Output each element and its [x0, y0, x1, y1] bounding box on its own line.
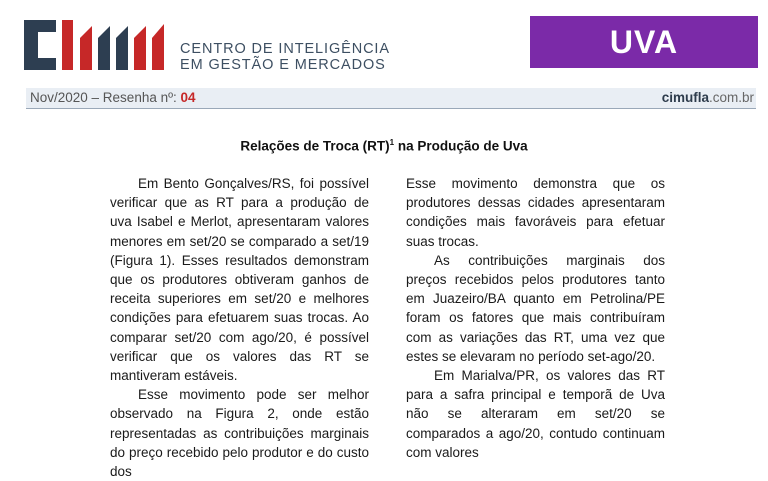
logo-m-stroke-5	[152, 24, 164, 70]
article-title	[0, 138, 768, 154]
logo-c-shape	[24, 20, 56, 70]
org-line-1: CENTRO DE INTELIGÊNCIA	[180, 41, 390, 57]
org-line-2: EM GESTÃO E MERCADOS	[180, 57, 386, 73]
logo-m-stroke-3	[116, 26, 128, 70]
logo-m-stroke-1	[80, 26, 92, 70]
title-suffix: na Produção de Uva	[394, 138, 528, 154]
title-main: Relações de Troca (RT)	[240, 138, 390, 154]
product-badge: UVA	[530, 16, 758, 68]
site-link[interactable]	[662, 90, 754, 105]
text-column-right	[406, 174, 665, 462]
paragraph: Em Marialva/PR, os valores das RT para a safra principal e temporã de Uva não se alteraram em set/20 se comparados a ago/20, contudo continuam com valores	[406, 368, 665, 460]
paragraph: Esse movimento demonstra que os produtores dessas cidades apresentaram condições mais favoráveis para efetuar suas trocas.	[406, 176, 665, 249]
site-bold: cimufla	[661, 90, 709, 105]
text-column-left	[110, 174, 369, 481]
issue-prefix: Nov/2020 – Resenha nº:	[30, 90, 181, 105]
issue-number: 04	[180, 90, 196, 105]
issue-label	[30, 90, 196, 105]
paragraph: As contribuições marginais dos preços recebidos pelos produtores tanto em Juazeiro/BA quanto em Petrolina/PE foram os fatores que mais contribuíram com as variações das RT, uma vez que estes se elevaram no período set-ago/20.	[406, 252, 665, 364]
issue-bar	[26, 88, 756, 109]
organization-name	[180, 41, 390, 73]
site-rest: .com.br	[708, 90, 754, 105]
logo-m-stroke-4	[134, 26, 146, 70]
logo-m-stroke-2	[98, 26, 110, 70]
title-footnote-marker: 1	[389, 138, 395, 147]
cim-logo	[24, 20, 166, 72]
paragraph: Em Bento Gonçalves/RS, foi possível verificar que as RT para a produção de uva Isabel e Merlot, apresentaram valores menores em set/20 se comparado a set/19 (Figura 1). Esses resultados demonstram que os produtores obtiveram ganhos de receita superiores em set/20 e melhores condições para efetuarem suas trocas. Ao comparar set/20 com ago/20, é possível verificar que os valores das RT se mantiveram estáveis.	[110, 176, 369, 384]
paragraph: Esse movimento pode ser melhor observado na Figura 2, onde estão representadas as contribuições marginais do preço recebido pelo produtor e do custo dos	[110, 387, 369, 480]
logo-i-bar	[62, 20, 73, 70]
